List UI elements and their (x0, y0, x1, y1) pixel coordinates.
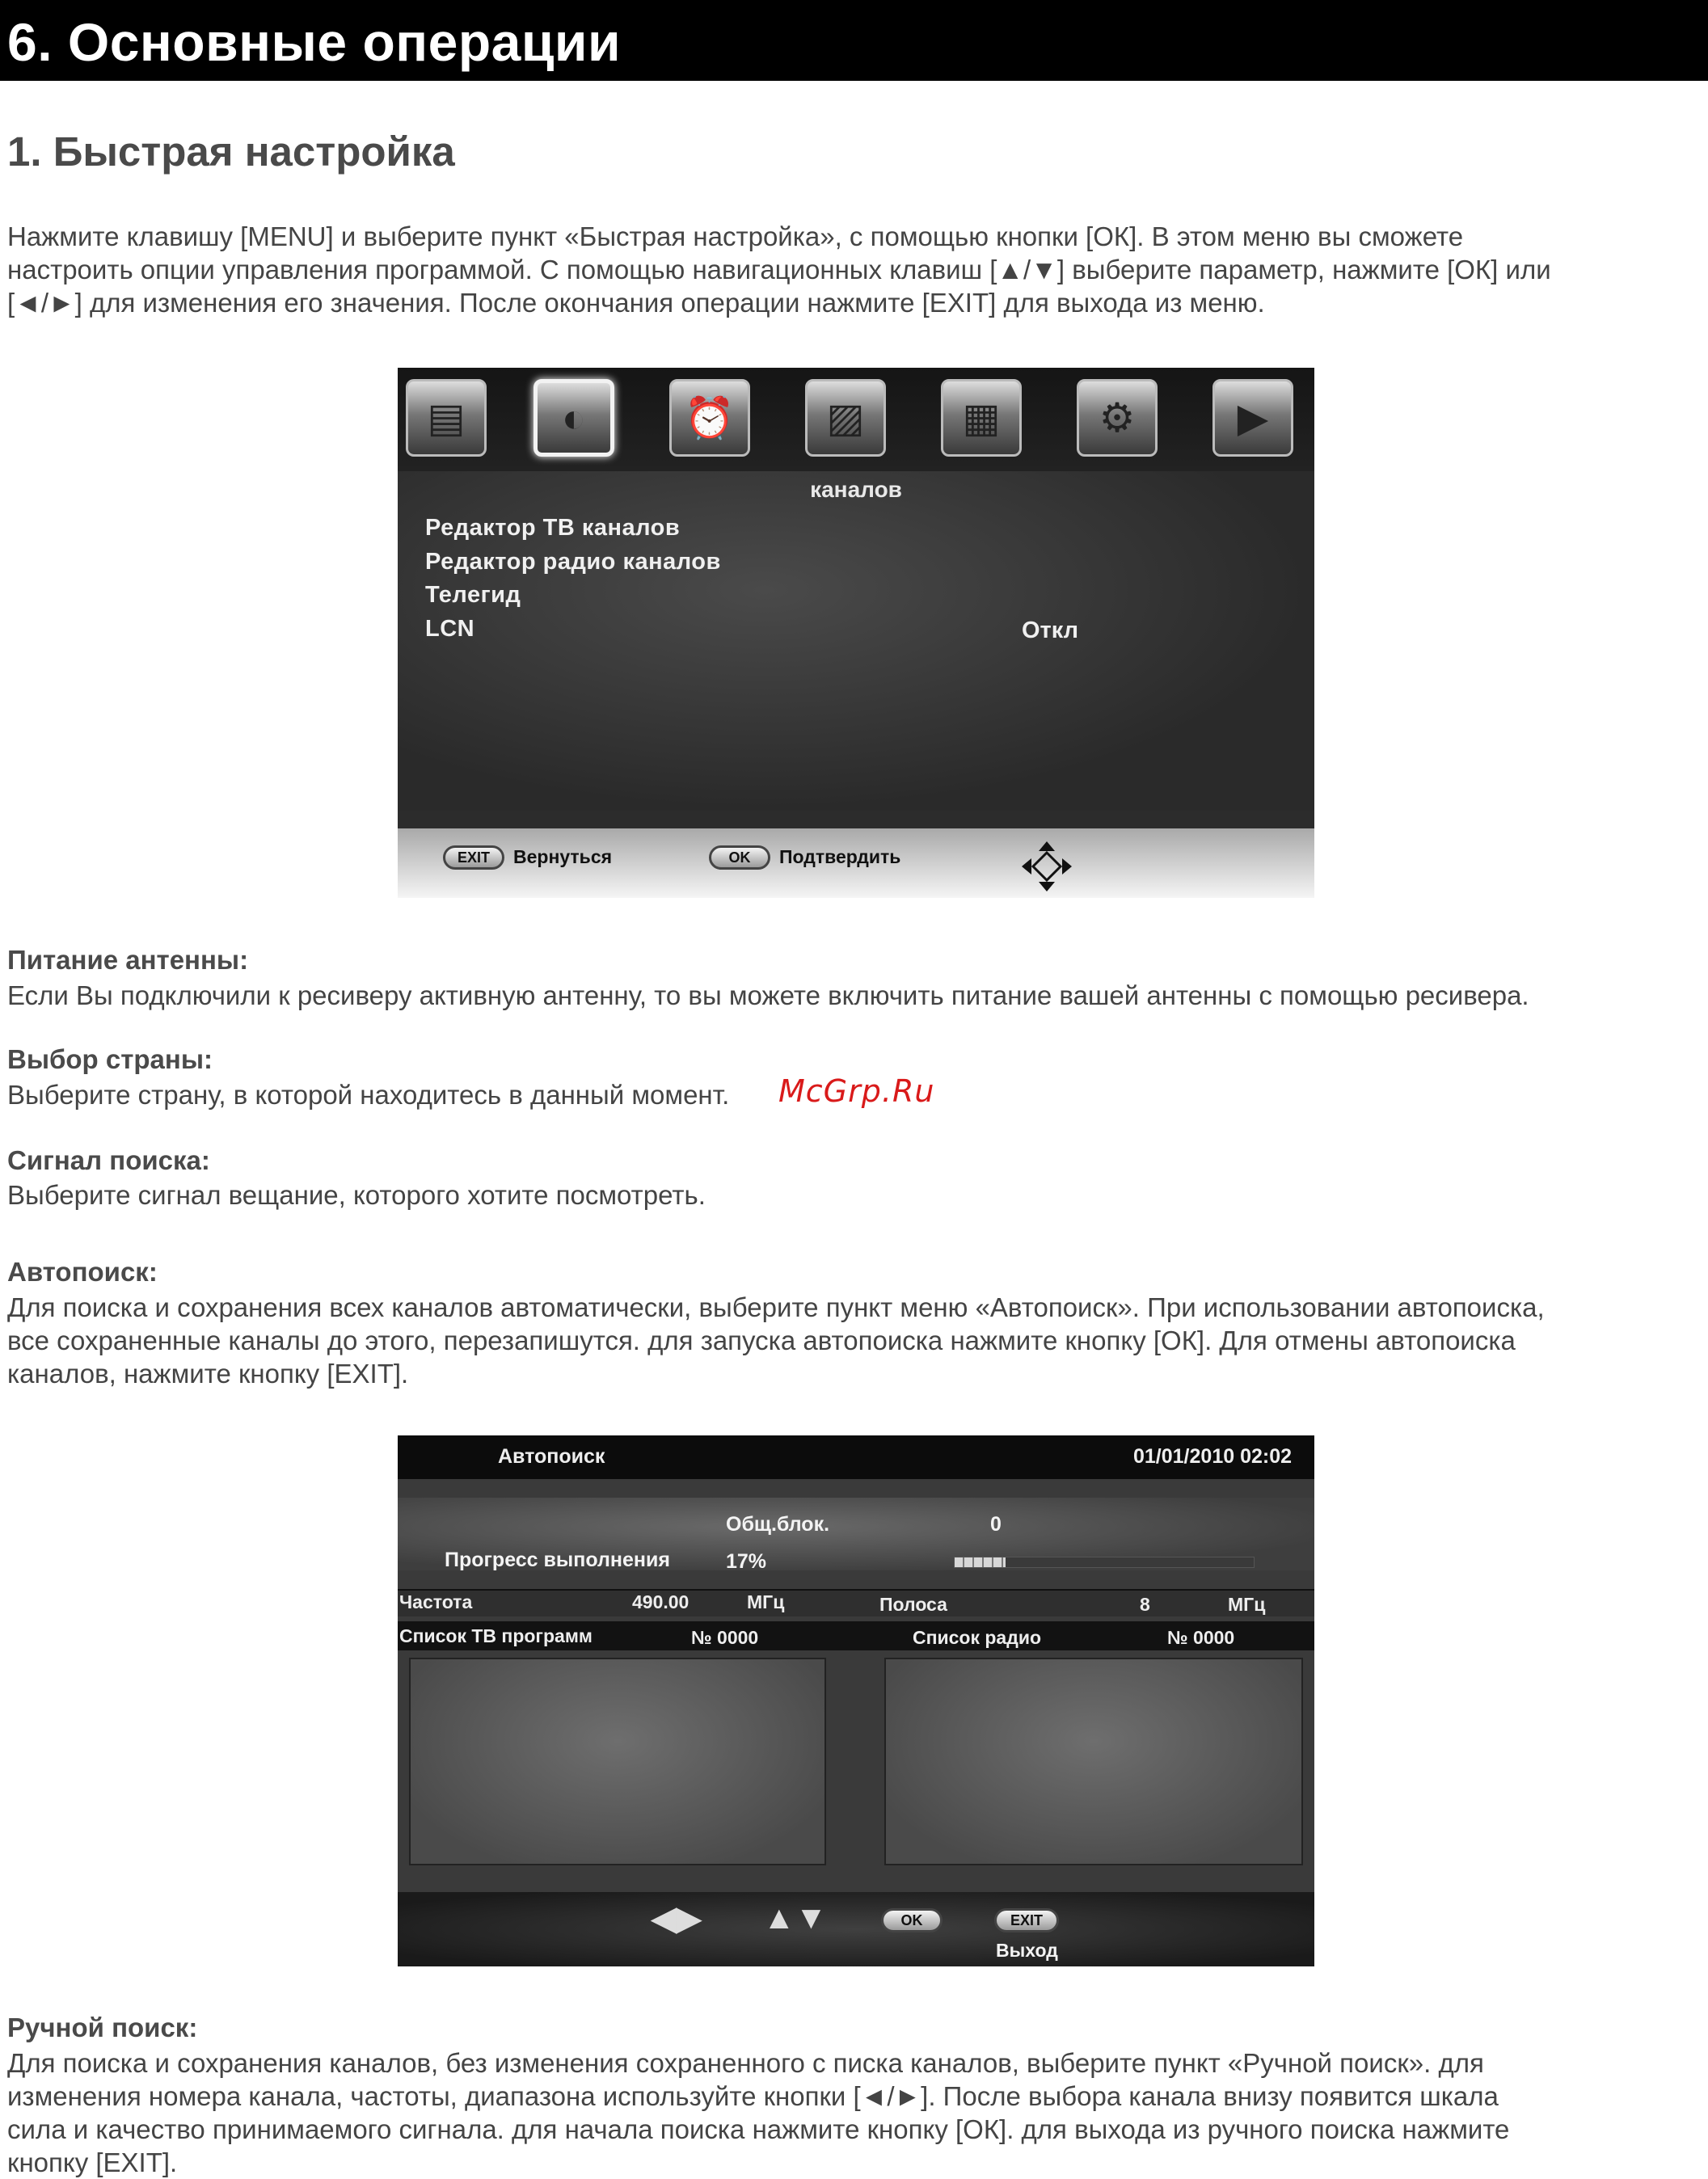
radio-list-count: № 0000 (1167, 1627, 1235, 1648)
left-right-arrows-icon: ◀▶ (652, 1901, 702, 1937)
ok-key-icon: OK (881, 1908, 943, 1932)
lcn-value: Откл (1022, 617, 1079, 643)
manual-line: кнопку [EXIT]. (7, 2147, 178, 2177)
manual-paragraph (7, 2046, 1701, 2179)
hdmi-icon: ▦ (941, 379, 1022, 457)
tv-list-pane (409, 1658, 826, 1865)
bandwidth-label: Полоса (879, 1594, 947, 1615)
antenna-text: Если Вы подключили к ресиверу активную антенну, то вы можете включить питание вашей антенны с помощью ресивера. (7, 980, 1529, 1010)
tv-menu-screenshot (398, 368, 1314, 898)
intro-line: настроить опции управления программой. С помощью навигационных клавиш [▲/▼] выберите параметр, нажмите [ОК] или (7, 255, 1551, 284)
ok-key-icon: OK (709, 845, 770, 870)
manual-line: изменения номера канала, частоты, диапазона используйте кнопки [◄/►]. После выбора канала внизу появится шкала (7, 2081, 1499, 2111)
progress-bar-fill (955, 1557, 1006, 1567)
tv-list-count: № 0000 (691, 1627, 759, 1648)
progress-percent: 17% (726, 1550, 767, 1573)
manual-heading: Ручной поиск: (7, 2013, 198, 2042)
bandwidth-value: 8 (1140, 1594, 1150, 1615)
up-down-arrows-icon: ▲▼ (763, 1900, 828, 1936)
gears-icon: ⚙ (1077, 379, 1158, 457)
frequency-unit: МГц (747, 1591, 785, 1612)
country-text: Выберите страну, в которой находитесь в данный момент. (7, 1080, 730, 1110)
usb-play-icon: ▶ (1212, 379, 1293, 457)
bandwidth-unit: МГц (1228, 1594, 1266, 1615)
tv-list-label: Список ТВ программ (399, 1625, 593, 1646)
progress-label: Прогресс выполнения (445, 1549, 670, 1571)
manual-line: Для поиска и сохранения каналов, без изменения сохраненного с писка каналов, выберите пункт «Ручной поиск». для (7, 2048, 1484, 2078)
pictures-icon: ▨ (805, 379, 886, 457)
intro-line: [◄/►] для изменения его значения. После окончания операции нажмите [EXIT] для выхода из меню. (7, 288, 1265, 318)
total-blocks-value: 0 (990, 1513, 1002, 1536)
autosearch-paragraph (7, 1291, 1701, 1390)
menu-item-lcn: LCN (425, 616, 475, 642)
autosearch-heading: Автопоиск: (7, 1257, 158, 1287)
alarm-clock-icon: ⏰ (669, 379, 750, 457)
exit-key-icon: EXIT (994, 1908, 1059, 1932)
autosearch-title: Автопоиск (498, 1445, 605, 1468)
datetime: 01/01/2010 02:02 (1133, 1445, 1293, 1468)
menu-item-epg: Телегид (425, 582, 521, 608)
autosearch-line: каналов, нажмите кнопку [EXIT]. (7, 1359, 409, 1389)
signal-heading: Сигнал поиска: (7, 1145, 210, 1175)
page-header (0, 0, 1708, 81)
frequency-label: Частота (399, 1591, 473, 1612)
progress-bar (954, 1557, 1255, 1568)
intro-paragraph (7, 220, 1701, 319)
exit-label: Выход (996, 1940, 1058, 1961)
menu-item-radio-editor: Редактор радио каналов (425, 549, 721, 575)
autosearch-line: все сохраненные каналы до этого, перезапишутся. для запуска автопоиска нажмите кнопку [ОК]. Для отмены автопоиска (7, 1326, 1516, 1355)
palette-icon: ◐ (533, 379, 614, 457)
autosearch-line: Для поиска и сохранения всех каналов автоматически, выберите пункт меню «Автопоиск». При использовании автопоиска, (7, 1292, 1545, 1322)
exit-key-icon: EXIT (443, 845, 504, 870)
radio-list-label: Список радио (913, 1627, 1042, 1648)
signal-text: Выберите сигнал вещание, которого хотите посмотреть. (7, 1180, 706, 1210)
exit-label: Вернуться (513, 846, 613, 867)
navigation-cross-icon (1020, 840, 1073, 898)
menu-item-tv-editor: Редактор ТВ каналов (425, 515, 681, 541)
menu-footer (398, 828, 1314, 898)
menu-icon-bar (398, 368, 1314, 471)
section-title: 1. Быстрая настройка (7, 129, 455, 175)
radio-list-pane (884, 1658, 1303, 1865)
ok-label: Подтвердить (779, 846, 901, 867)
autosearch-footer (398, 1892, 1314, 1966)
frequency-value: 490.00 (632, 1591, 690, 1612)
intro-line: Нажмите клавишу [MENU] и выберите пункт «Быстрая настройка», с помощью кнопки [ОК]. В этом меню вы сможете (7, 221, 1464, 251)
total-blocks-label: Общ.блок. (726, 1513, 830, 1536)
page-title: 6. Основные операции (7, 12, 622, 72)
tv-icon: ▤ (406, 379, 487, 457)
antenna-heading: Питание антенны: (7, 945, 249, 975)
menu-title: каналов (810, 477, 902, 502)
country-heading: Выбор страны: (7, 1044, 213, 1074)
manual-line: сила и качество принимаемого сигнала. для начала поиска нажмите кнопку [ОК]. для выхода из ручного поиска нажмите (7, 2114, 1510, 2144)
frequency-bar (398, 1589, 1314, 1616)
watermark: McGrp.Ru (778, 1073, 935, 1109)
tv-autosearch-screenshot (398, 1435, 1314, 1966)
